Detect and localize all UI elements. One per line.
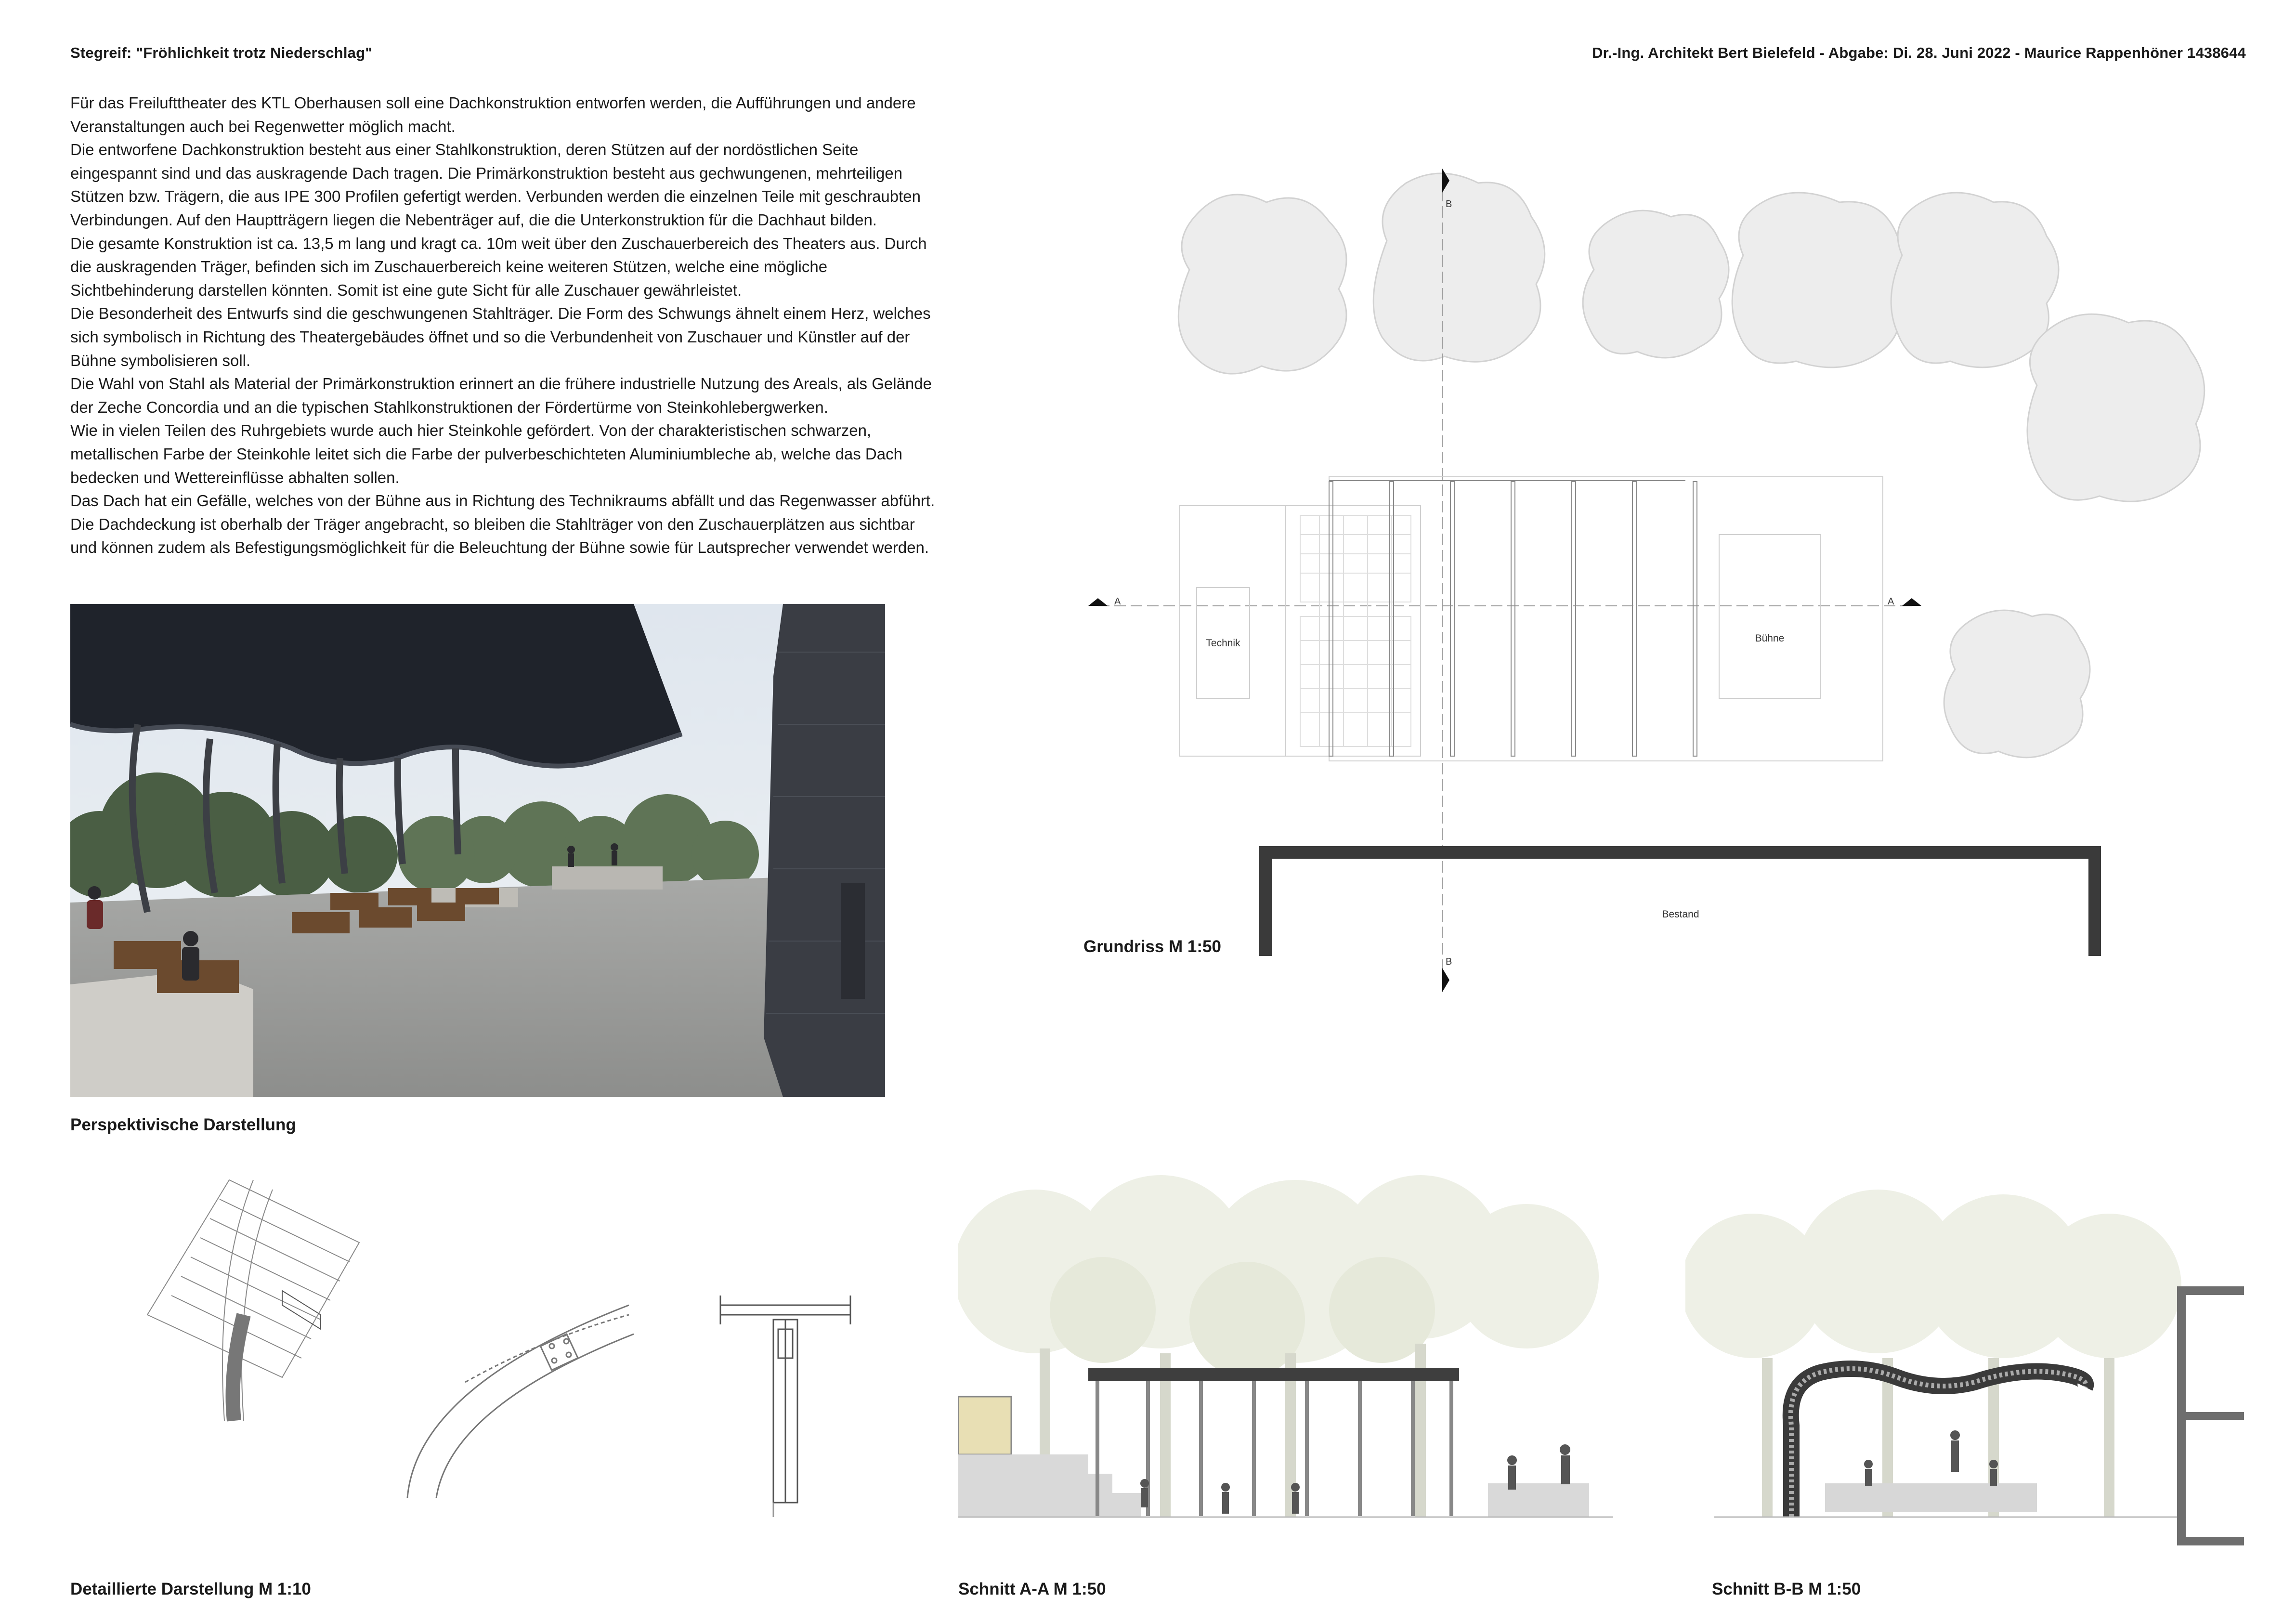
buehne-label: Bühne	[1755, 633, 1785, 644]
tree-icon	[1944, 610, 2090, 758]
intro-line: der Zeche Concordia und an die typischen Stahlkonstruktionen der Fördertürme von Steinkohlebergwerken.	[70, 398, 828, 416]
intro-line: bedecken und Wettereinflüsse abhalten sollen.	[70, 468, 400, 486]
tree-icon	[2027, 314, 2205, 501]
tree-icon	[1373, 173, 1545, 362]
buehne-box	[1719, 535, 1820, 698]
tree-icon	[1891, 193, 2059, 367]
intro-text	[70, 92, 1029, 560]
section-aa	[958, 1165, 1613, 1551]
intro-line: Veranstaltungen auch bei Regenwetter möglich macht.	[70, 117, 456, 135]
intro-line: Das Dach hat ein Gefälle, welches von der Bühne aus in Richtung des Technikraums abfällt und das Regenwasser abführt.	[70, 492, 935, 510]
intro-line: und können zudem als Befestigungsmöglichkeit für die Beleuchtung der Bühne sowie für Lautsprecher verwendet werden.	[70, 538, 929, 557]
caption-detail: Detaillierte Darstellung M 1:10	[70, 1580, 311, 1598]
caption-perspective: Perspektivische Darstellung	[70, 1115, 296, 1134]
caption-section-aa: Schnitt A-A M 1:50	[958, 1580, 1106, 1598]
caption-plan: Grundriss M 1:50	[1083, 937, 1221, 956]
intro-line: Die Dachdeckung ist oberhalb der Träger angebracht, so bleiben die Stahlträger von den Zuschauerplätzen aus sichtbar	[70, 515, 915, 533]
b-top-label: B	[1446, 199, 1452, 209]
intro-line: Für das Freilufttheater des KTL Oberhausen soll eine Dachkonstruktion entworfen werden, die Aufführungen und andere	[70, 94, 916, 112]
a-right-label: A	[1888, 596, 1894, 607]
tree-icon	[1178, 195, 1346, 374]
intro-line: sich symbolisch in Richtung des Theatergebäudes öffnet und so die Verbundenheit von Zuschauer und Künstler auf der	[70, 327, 910, 346]
perspective-render	[70, 604, 885, 1097]
b-bottom-label: B	[1446, 956, 1452, 967]
caption-section-bb: Schnitt B-B M 1:50	[1712, 1580, 1861, 1598]
intro-line: Verbindungen. Auf den Hauptträgern liegen die Nebenträger auf, die die Unterkonstruktion für die Dachhaut bilden.	[70, 210, 877, 229]
a-left-label: A	[1114, 596, 1121, 607]
floor-plan	[1083, 159, 2239, 992]
intro-line: Stützen bzw. Trägern, die aus IPE 300 Profilen gefertigt werden. Verbunden werden die einzelnen Teile mit geschraubten	[70, 187, 921, 206]
tree-icon	[1732, 193, 1909, 367]
technik-label: Technik	[1206, 638, 1240, 649]
intro-line: die auskragenden Träger, befinden sich im Zuschauerbereich keine weiteren Stützen, welche eine mögliche	[70, 258, 828, 276]
intro-line: eingespannt sind und das auskragende Dach tragen. Die Primärkonstruktion besteht aus gechwungenen, mehrteiligen	[70, 164, 903, 182]
bestand-label: Bestand	[1662, 909, 1699, 920]
intro-line: Die entworfene Dachkonstruktion besteht aus einer Stahlkonstruktion, deren Stützen auf der nordöstlichen Seite	[70, 141, 859, 159]
intro-line: Sichtbehinderung darstellen könnten. Somit ist eine gute Sicht für alle Zuschauer gewährleistet.	[70, 281, 742, 299]
page-title: Stegreif: "Fröhlichkeit trotz Niederschlag"	[70, 44, 373, 61]
tree-icon	[1583, 210, 1729, 358]
intro-line: metallischen Farbe der Steinkohle leitet sich die Farbe der pulverbeschichteten Aluminiumbleche ab, welche das Dach	[70, 445, 902, 463]
section-bb	[1685, 1175, 2263, 1560]
intro-line: Die gesamte Konstruktion ist ca. 13,5 m lang und kragt ca. 10m weit über den Zuschauerbereich des Theaters aus. Durch	[70, 234, 927, 252]
intro-line: Die Besonderheit des Entwurfs sind die geschwungenen Stahlträger. Die Form des Schwungs ähnelt einem Herz, welches	[70, 304, 931, 323]
intro-line: Bühne symbolisieren soll.	[70, 351, 251, 369]
detail-drawings	[70, 1170, 889, 1546]
submission-info: Dr.-Ing. Architekt Bert Bielefeld - Abgabe: Di. 28. Juni 2022 - Maurice Rappenhöner 1438644	[1592, 44, 2246, 61]
intro-line: Wie in vielen Teilen des Ruhrgebiets wurde auch hier Steinkohle gefördert. Von der charakteristischen schwarzen,	[70, 421, 872, 440]
intro-line: Die Wahl von Stahl als Material der Primärkonstruktion erinnert an die frühere industrielle Nutzung des Areals, als Gelände	[70, 375, 932, 393]
